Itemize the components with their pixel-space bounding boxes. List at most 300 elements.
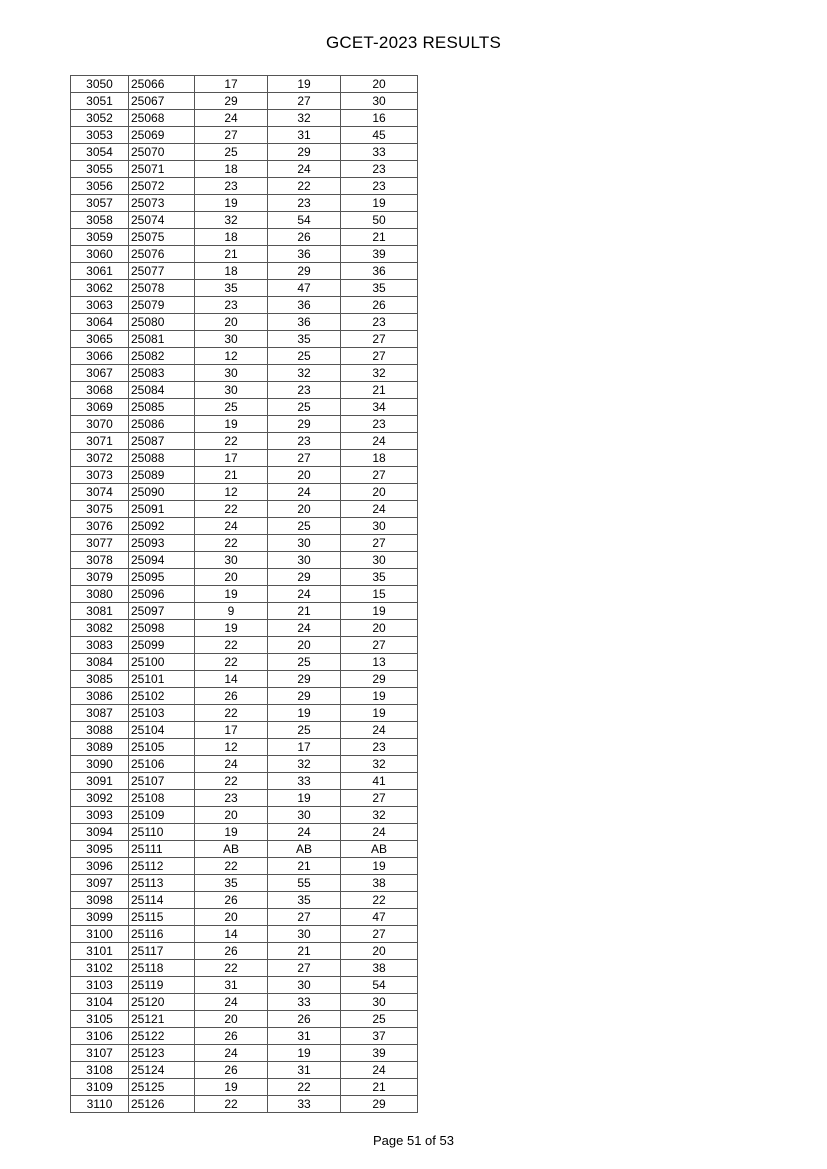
serial-number-cell: 3070 [71, 416, 129, 433]
serial-number-cell: 3096 [71, 858, 129, 875]
table-row [71, 671, 418, 688]
roll-number-cell: 25073 [129, 195, 195, 212]
score-2-cell: 32 [268, 365, 341, 382]
score-2-cell: 19 [268, 76, 341, 93]
roll-number-cell: 25074 [129, 212, 195, 229]
roll-number-cell: 25067 [129, 93, 195, 110]
serial-number-cell: 3055 [71, 161, 129, 178]
table-row [71, 807, 418, 824]
score-1-cell: 12 [195, 348, 268, 365]
table-row [71, 603, 418, 620]
score-3-cell: 23 [341, 161, 418, 178]
roll-number-cell: 25095 [129, 569, 195, 586]
score-2-cell: 54 [268, 212, 341, 229]
roll-number-cell: 25071 [129, 161, 195, 178]
score-3-cell: 23 [341, 739, 418, 756]
score-2-cell: 35 [268, 331, 341, 348]
serial-number-cell: 3101 [71, 943, 129, 960]
score-1-cell: 35 [195, 875, 268, 892]
roll-number-cell: 25072 [129, 178, 195, 195]
serial-number-cell: 3099 [71, 909, 129, 926]
score-1-cell: 19 [195, 620, 268, 637]
score-1-cell: 17 [195, 450, 268, 467]
roll-number-cell: 25076 [129, 246, 195, 263]
serial-number-cell: 3091 [71, 773, 129, 790]
roll-number-cell: 25113 [129, 875, 195, 892]
roll-number-cell: 25082 [129, 348, 195, 365]
score-1-cell: 30 [195, 331, 268, 348]
score-1-cell: 26 [195, 1062, 268, 1079]
roll-number-cell: 25068 [129, 110, 195, 127]
serial-number-cell: 3061 [71, 263, 129, 280]
roll-number-cell: 25115 [129, 909, 195, 926]
score-3-cell: 45 [341, 127, 418, 144]
score-3-cell: 37 [341, 1028, 418, 1045]
score-3-cell: 33 [341, 144, 418, 161]
table-row [71, 926, 418, 943]
score-2-cell: 24 [268, 484, 341, 501]
score-2-cell: 24 [268, 586, 341, 603]
score-1-cell: 30 [195, 365, 268, 382]
serial-number-cell: 3074 [71, 484, 129, 501]
score-3-cell: 18 [341, 450, 418, 467]
serial-number-cell: 3082 [71, 620, 129, 637]
table-row [71, 943, 418, 960]
score-1-cell: 22 [195, 1096, 268, 1113]
roll-number-cell: 25099 [129, 637, 195, 654]
roll-number-cell: 25120 [129, 994, 195, 1011]
roll-number-cell: 25092 [129, 518, 195, 535]
serial-number-cell: 3104 [71, 994, 129, 1011]
roll-number-cell: 25116 [129, 926, 195, 943]
score-3-cell: 23 [341, 178, 418, 195]
roll-number-cell: 25108 [129, 790, 195, 807]
score-2-cell: 21 [268, 603, 341, 620]
score-1-cell: 31 [195, 977, 268, 994]
roll-number-cell: 25085 [129, 399, 195, 416]
score-2-cell: 22 [268, 178, 341, 195]
serial-number-cell: 3075 [71, 501, 129, 518]
table-row [71, 348, 418, 365]
score-3-cell: 34 [341, 399, 418, 416]
roll-number-cell: 25083 [129, 365, 195, 382]
serial-number-cell: 3089 [71, 739, 129, 756]
serial-number-cell: 3066 [71, 348, 129, 365]
roll-number-cell: 25112 [129, 858, 195, 875]
score-2-cell: 20 [268, 637, 341, 654]
score-1-cell: 12 [195, 484, 268, 501]
score-3-cell: 30 [341, 552, 418, 569]
score-1-cell: 23 [195, 790, 268, 807]
score-3-cell: 25 [341, 1011, 418, 1028]
score-1-cell: 27 [195, 127, 268, 144]
score-2-cell: 36 [268, 297, 341, 314]
table-row [71, 756, 418, 773]
roll-number-cell: 25075 [129, 229, 195, 246]
serial-number-cell: 3086 [71, 688, 129, 705]
table-row [71, 1011, 418, 1028]
serial-number-cell: 3081 [71, 603, 129, 620]
score-1-cell: 24 [195, 994, 268, 1011]
score-2-cell: 27 [268, 93, 341, 110]
score-1-cell: 24 [195, 1045, 268, 1062]
score-3-cell: 32 [341, 807, 418, 824]
serial-number-cell: 3083 [71, 637, 129, 654]
score-1-cell: 18 [195, 263, 268, 280]
roll-number-cell: 25103 [129, 705, 195, 722]
score-3-cell: 39 [341, 246, 418, 263]
score-1-cell: 22 [195, 433, 268, 450]
score-2-cell: 32 [268, 756, 341, 773]
table-row [71, 586, 418, 603]
score-1-cell: 30 [195, 552, 268, 569]
score-2-cell: 30 [268, 535, 341, 552]
score-1-cell: 14 [195, 926, 268, 943]
roll-number-cell: 25077 [129, 263, 195, 280]
score-3-cell: 19 [341, 195, 418, 212]
table-row [71, 212, 418, 229]
score-3-cell: 30 [341, 518, 418, 535]
score-3-cell: 24 [341, 1062, 418, 1079]
score-3-cell: 20 [341, 484, 418, 501]
score-2-cell: 31 [268, 1062, 341, 1079]
table-row [71, 484, 418, 501]
roll-number-cell: 25101 [129, 671, 195, 688]
score-1-cell: 26 [195, 943, 268, 960]
score-1-cell: 35 [195, 280, 268, 297]
score-2-cell: 25 [268, 654, 341, 671]
table-row [71, 93, 418, 110]
score-3-cell: 19 [341, 688, 418, 705]
score-2-cell: 17 [268, 739, 341, 756]
score-3-cell: 27 [341, 467, 418, 484]
roll-number-cell: 25090 [129, 484, 195, 501]
score-2-cell: 31 [268, 1028, 341, 1045]
roll-number-cell: 25098 [129, 620, 195, 637]
roll-number-cell: 25117 [129, 943, 195, 960]
roll-number-cell: 25096 [129, 586, 195, 603]
score-3-cell: 30 [341, 994, 418, 1011]
score-2-cell: 30 [268, 977, 341, 994]
roll-number-cell: 25086 [129, 416, 195, 433]
serial-number-cell: 3057 [71, 195, 129, 212]
roll-number-cell: 25126 [129, 1096, 195, 1113]
serial-number-cell: 3077 [71, 535, 129, 552]
roll-number-cell: 25123 [129, 1045, 195, 1062]
score-1-cell: 17 [195, 722, 268, 739]
score-3-cell: 24 [341, 824, 418, 841]
serial-number-cell: 3105 [71, 1011, 129, 1028]
score-3-cell: 50 [341, 212, 418, 229]
table-row [71, 875, 418, 892]
roll-number-cell: 25114 [129, 892, 195, 909]
score-3-cell: 27 [341, 331, 418, 348]
score-3-cell: 38 [341, 875, 418, 892]
serial-number-cell: 3072 [71, 450, 129, 467]
score-3-cell: 19 [341, 603, 418, 620]
score-1-cell: 18 [195, 229, 268, 246]
serial-number-cell: 3097 [71, 875, 129, 892]
score-1-cell: 21 [195, 246, 268, 263]
serial-number-cell: 3054 [71, 144, 129, 161]
roll-number-cell: 25091 [129, 501, 195, 518]
table-row [71, 382, 418, 399]
score-2-cell: 23 [268, 382, 341, 399]
serial-number-cell: 3080 [71, 586, 129, 603]
score-2-cell: 33 [268, 1096, 341, 1113]
score-1-cell: 20 [195, 909, 268, 926]
score-3-cell: 27 [341, 348, 418, 365]
roll-number-cell: 25121 [129, 1011, 195, 1028]
score-3-cell: 20 [341, 943, 418, 960]
score-1-cell: 9 [195, 603, 268, 620]
serial-number-cell: 3073 [71, 467, 129, 484]
serial-number-cell: 3107 [71, 1045, 129, 1062]
serial-number-cell: 3078 [71, 552, 129, 569]
serial-number-cell: 3060 [71, 246, 129, 263]
score-3-cell: 27 [341, 926, 418, 943]
roll-number-cell: 25119 [129, 977, 195, 994]
score-3-cell: 24 [341, 433, 418, 450]
serial-number-cell: 3067 [71, 365, 129, 382]
score-2-cell: 26 [268, 1011, 341, 1028]
table-row [71, 161, 418, 178]
serial-number-cell: 3084 [71, 654, 129, 671]
table-row [71, 654, 418, 671]
score-3-cell: 27 [341, 535, 418, 552]
score-3-cell: 39 [341, 1045, 418, 1062]
score-2-cell: 24 [268, 620, 341, 637]
roll-number-cell: 25069 [129, 127, 195, 144]
score-3-cell: 38 [341, 960, 418, 977]
score-1-cell: 29 [195, 93, 268, 110]
score-1-cell: 22 [195, 858, 268, 875]
score-2-cell: 19 [268, 705, 341, 722]
score-2-cell: 33 [268, 773, 341, 790]
roll-number-cell: 25104 [129, 722, 195, 739]
table-row [71, 178, 418, 195]
score-2-cell: 24 [268, 824, 341, 841]
score-2-cell: 33 [268, 994, 341, 1011]
roll-number-cell: 25125 [129, 1079, 195, 1096]
table-row [71, 705, 418, 722]
roll-number-cell: 25118 [129, 960, 195, 977]
score-3-cell: 35 [341, 569, 418, 586]
score-2-cell: 29 [268, 416, 341, 433]
score-2-cell: 31 [268, 127, 341, 144]
score-2-cell: 23 [268, 433, 341, 450]
roll-number-cell: 25109 [129, 807, 195, 824]
table-row [71, 790, 418, 807]
serial-number-cell: 3050 [71, 76, 129, 93]
roll-number-cell: 25097 [129, 603, 195, 620]
score-2-cell: 26 [268, 229, 341, 246]
roll-number-cell: 25094 [129, 552, 195, 569]
score-3-cell: 23 [341, 416, 418, 433]
table-row [71, 637, 418, 654]
roll-number-cell: 25111 [129, 841, 195, 858]
table-row [71, 280, 418, 297]
score-1-cell: 24 [195, 110, 268, 127]
roll-number-cell: 25124 [129, 1062, 195, 1079]
score-1-cell: 24 [195, 756, 268, 773]
score-3-cell: 35 [341, 280, 418, 297]
table-row [71, 416, 418, 433]
score-3-cell: 21 [341, 229, 418, 246]
score-2-cell: 24 [268, 161, 341, 178]
serial-number-cell: 3092 [71, 790, 129, 807]
score-1-cell: 18 [195, 161, 268, 178]
score-1-cell: 26 [195, 892, 268, 909]
roll-number-cell: 25100 [129, 654, 195, 671]
score-1-cell: 23 [195, 297, 268, 314]
serial-number-cell: 3079 [71, 569, 129, 586]
score-2-cell: 29 [268, 144, 341, 161]
roll-number-cell: 25102 [129, 688, 195, 705]
serial-number-cell: 3069 [71, 399, 129, 416]
score-1-cell: 23 [195, 178, 268, 195]
score-3-cell: 19 [341, 858, 418, 875]
table-row [71, 314, 418, 331]
table-row [71, 739, 418, 756]
serial-number-cell: 3102 [71, 960, 129, 977]
table-row [71, 399, 418, 416]
table-row [71, 858, 418, 875]
table-row [71, 365, 418, 382]
score-1-cell: 17 [195, 76, 268, 93]
roll-number-cell: 25079 [129, 297, 195, 314]
score-2-cell: 29 [268, 688, 341, 705]
roll-number-cell: 25084 [129, 382, 195, 399]
table-row [71, 501, 418, 518]
table-row [71, 977, 418, 994]
serial-number-cell: 3053 [71, 127, 129, 144]
score-3-cell: 54 [341, 977, 418, 994]
score-2-cell: 25 [268, 722, 341, 739]
table-row [71, 841, 418, 858]
table-row [71, 467, 418, 484]
score-1-cell: 20 [195, 314, 268, 331]
roll-number-cell: 25066 [129, 76, 195, 93]
table-row [71, 1096, 418, 1113]
table-row [71, 1028, 418, 1045]
score-3-cell: 21 [341, 1079, 418, 1096]
serial-number-cell: 3062 [71, 280, 129, 297]
score-1-cell: 19 [195, 586, 268, 603]
score-1-cell: 25 [195, 144, 268, 161]
score-2-cell: 36 [268, 314, 341, 331]
score-1-cell: 20 [195, 1011, 268, 1028]
score-2-cell: 21 [268, 943, 341, 960]
score-1-cell: 22 [195, 654, 268, 671]
score-1-cell: 22 [195, 960, 268, 977]
score-1-cell: 32 [195, 212, 268, 229]
serial-number-cell: 3059 [71, 229, 129, 246]
table-row [71, 722, 418, 739]
table-row [71, 773, 418, 790]
serial-number-cell: 3076 [71, 518, 129, 535]
roll-number-cell: 25078 [129, 280, 195, 297]
score-3-cell: 15 [341, 586, 418, 603]
score-2-cell: 25 [268, 399, 341, 416]
score-3-cell: 19 [341, 705, 418, 722]
serial-number-cell: 3064 [71, 314, 129, 331]
table-row [71, 1079, 418, 1096]
score-1-cell: 25 [195, 399, 268, 416]
score-1-cell: 30 [195, 382, 268, 399]
table-row [71, 552, 418, 569]
score-1-cell: 19 [195, 1079, 268, 1096]
score-1-cell: 14 [195, 671, 268, 688]
score-2-cell: 29 [268, 263, 341, 280]
table-row [71, 263, 418, 280]
serial-number-cell: 3065 [71, 331, 129, 348]
score-2-cell: 25 [268, 348, 341, 365]
serial-number-cell: 3093 [71, 807, 129, 824]
score-1-cell: 19 [195, 195, 268, 212]
serial-number-cell: 3108 [71, 1062, 129, 1079]
score-2-cell: 47 [268, 280, 341, 297]
roll-number-cell: 25122 [129, 1028, 195, 1045]
score-2-cell: 36 [268, 246, 341, 263]
results-table-body [71, 76, 418, 1113]
table-row [71, 994, 418, 1011]
score-2-cell: 19 [268, 790, 341, 807]
roll-number-cell: 25087 [129, 433, 195, 450]
score-1-cell: 22 [195, 535, 268, 552]
score-3-cell: 20 [341, 620, 418, 637]
score-2-cell: 19 [268, 1045, 341, 1062]
serial-number-cell: 3098 [71, 892, 129, 909]
table-row [71, 144, 418, 161]
score-3-cell: 27 [341, 790, 418, 807]
serial-number-cell: 3109 [71, 1079, 129, 1096]
table-row [71, 688, 418, 705]
roll-number-cell: 25070 [129, 144, 195, 161]
score-2-cell: 20 [268, 467, 341, 484]
score-1-cell: 26 [195, 688, 268, 705]
table-row [71, 960, 418, 977]
score-2-cell: 27 [268, 909, 341, 926]
table-row [71, 569, 418, 586]
score-2-cell: 30 [268, 807, 341, 824]
score-2-cell: 29 [268, 671, 341, 688]
score-2-cell: 22 [268, 1079, 341, 1096]
serial-number-cell: 3087 [71, 705, 129, 722]
score-2-cell: 27 [268, 960, 341, 977]
score-2-cell: 55 [268, 875, 341, 892]
score-3-cell: 47 [341, 909, 418, 926]
score-1-cell: AB [195, 841, 268, 858]
score-2-cell: 23 [268, 195, 341, 212]
score-3-cell: 22 [341, 892, 418, 909]
score-3-cell: 26 [341, 297, 418, 314]
serial-number-cell: 3088 [71, 722, 129, 739]
serial-number-cell: 3106 [71, 1028, 129, 1045]
roll-number-cell: 25080 [129, 314, 195, 331]
score-2-cell: 32 [268, 110, 341, 127]
roll-number-cell: 25088 [129, 450, 195, 467]
serial-number-cell: 3071 [71, 433, 129, 450]
score-3-cell: 16 [341, 110, 418, 127]
score-2-cell: 20 [268, 501, 341, 518]
score-3-cell: 24 [341, 722, 418, 739]
score-1-cell: 19 [195, 416, 268, 433]
table-row [71, 620, 418, 637]
score-2-cell: 30 [268, 552, 341, 569]
score-1-cell: 20 [195, 569, 268, 586]
table-row [71, 110, 418, 127]
